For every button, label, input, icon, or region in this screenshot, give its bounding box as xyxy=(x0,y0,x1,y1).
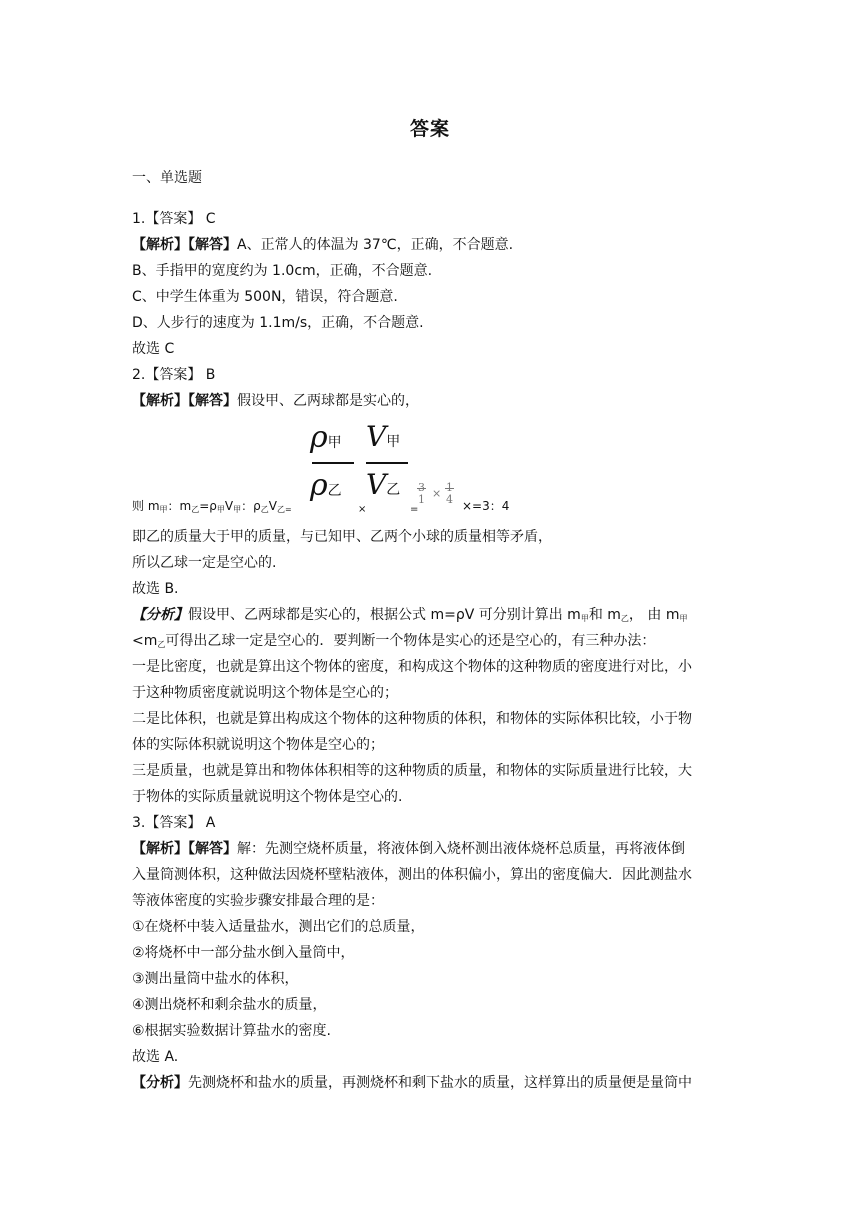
analysis-tag: 【解析】【解答】 xyxy=(132,393,237,409)
q2-fenxi-line-2: $<m_乙$可得出乙球一定是空心的．要判断一个物体是实心的还是空心的，有三种办法： xyxy=(132,633,656,649)
v-yi: V乙 xyxy=(366,468,401,501)
q3-step-6: ⑥根据实验数据计算盐水的密度. xyxy=(132,1023,332,1039)
q3-step-4: ④测出烧杯和剩余盐水的质量， xyxy=(132,997,327,1013)
q2-fenxi-text: 二是比体积，也就是算出构成这个物体的这种物质的体积，和物体的实际体积比较，小于物 xyxy=(132,711,692,727)
q1-line-d: D、人步行的速度为 1.1m/s，正确，不合题意. xyxy=(132,315,424,331)
q3-step-2: ②将烧杯中一部分盐水倒入量筒中， xyxy=(132,945,355,961)
q1-conclusion: 故选 C xyxy=(132,341,175,357)
rho-yi: ρ乙 xyxy=(310,468,342,503)
q3-step-1: ①在烧杯中装入适量盐水，测出它们的总质量， xyxy=(132,919,425,935)
q2-fenxi-text: 一是比密度，也就是算出这个物体的密度，和构成这个物体的这种物质的密度进行对比，小 xyxy=(132,659,692,675)
q1-line-b: B、手指甲的宽度约为 1.0cm，正确，不合题意. xyxy=(132,263,433,279)
q3-analysis-line: 【解析】【解答】解：先测空烧杯质量，将液体倒入烧杯测出液体烧杯总质量，再将液体倒 xyxy=(132,841,685,857)
rho-jia: ρ甲 xyxy=(310,420,342,455)
q3-conclusion: 故选 A. xyxy=(132,1049,179,1065)
fraction-bar xyxy=(312,462,354,464)
formula-times-1: × xyxy=(358,504,367,515)
numeric-fraction: 1 × 4 xyxy=(418,487,453,506)
formula-equals: = xyxy=(410,504,419,515)
q3-fenxi-line: 【分析】先测烧杯和盐水的质量，再测烧杯和剩下盐水的质量，这样算出的质量便是量筒中 xyxy=(132,1075,692,1091)
q2-fenxi-line-1: 【分析】假设甲、乙两球都是实心的，根据公式 m=ρV 可分别计算出 $m_甲$和 $m_乙$， 由 $m_甲$ xyxy=(132,607,688,623)
ratio-result: ×=3：4 xyxy=(462,499,510,513)
section-heading: 一、单选题 xyxy=(132,170,202,186)
q2-fenxi-text: 体的实际体积就说明这个物体是空心的； xyxy=(132,737,384,753)
q2-fenxi-text: 于这种物质密度就说明这个物体是空心的； xyxy=(132,685,398,701)
q2-after-3: 故选 B. xyxy=(132,581,179,597)
q2-answer: 2.【答案】 B xyxy=(132,367,216,383)
q1-analysis-line: 【解析】【解答】A、正常人的体温为 37℃，正确，不合题意. xyxy=(132,237,514,253)
analysis-tag: 【解析】【解答】 xyxy=(132,841,237,857)
q2-ratio-line: 则 $m_甲$：$m_乙=\rho_甲V_甲$：$\rho_乙V_{乙=}$ xyxy=(132,499,292,514)
q1-line-c: C、中学生体重为 500N，错误，符合题意. xyxy=(132,289,398,305)
page-title: 答案 xyxy=(409,118,450,140)
q3-answer: 3.【答案】 A xyxy=(132,815,216,831)
fraction-bar xyxy=(366,462,408,464)
q3-text: 入量筒测体积，这种做法因烧杯壁粘液体，测出的体积偏小，算出的密度偏大．因此测盐水 xyxy=(132,867,692,883)
q3-text: 等液体密度的实验步骤安排最合理的是： xyxy=(132,893,384,909)
v-jia: V甲 xyxy=(366,420,401,453)
q2-fenxi-text: 三是质量，也就是算出和物体体积相等的这种物质的质量，和物体的实际质量进行比较，大 xyxy=(132,763,692,779)
q2-after-2: 所以乙球一定是空心的. xyxy=(132,555,277,571)
q2-after-1: 即乙的质量大于甲的质量，与已知甲、乙两个小球的质量相等矛盾， xyxy=(132,529,552,545)
q3-step-3: ③测出量筒中盐水的体积， xyxy=(132,971,299,987)
q1-answer: 1.【答案】 C xyxy=(132,211,216,227)
analysis-tag: 【解析】【解答】 xyxy=(132,237,237,253)
q2-analysis-line: 【解析】【解答】假设甲、乙两球都是实心的， xyxy=(132,393,419,409)
q2-fenxi-text: 于物体的实际质量就说明这个物体是空心的. xyxy=(132,789,403,805)
